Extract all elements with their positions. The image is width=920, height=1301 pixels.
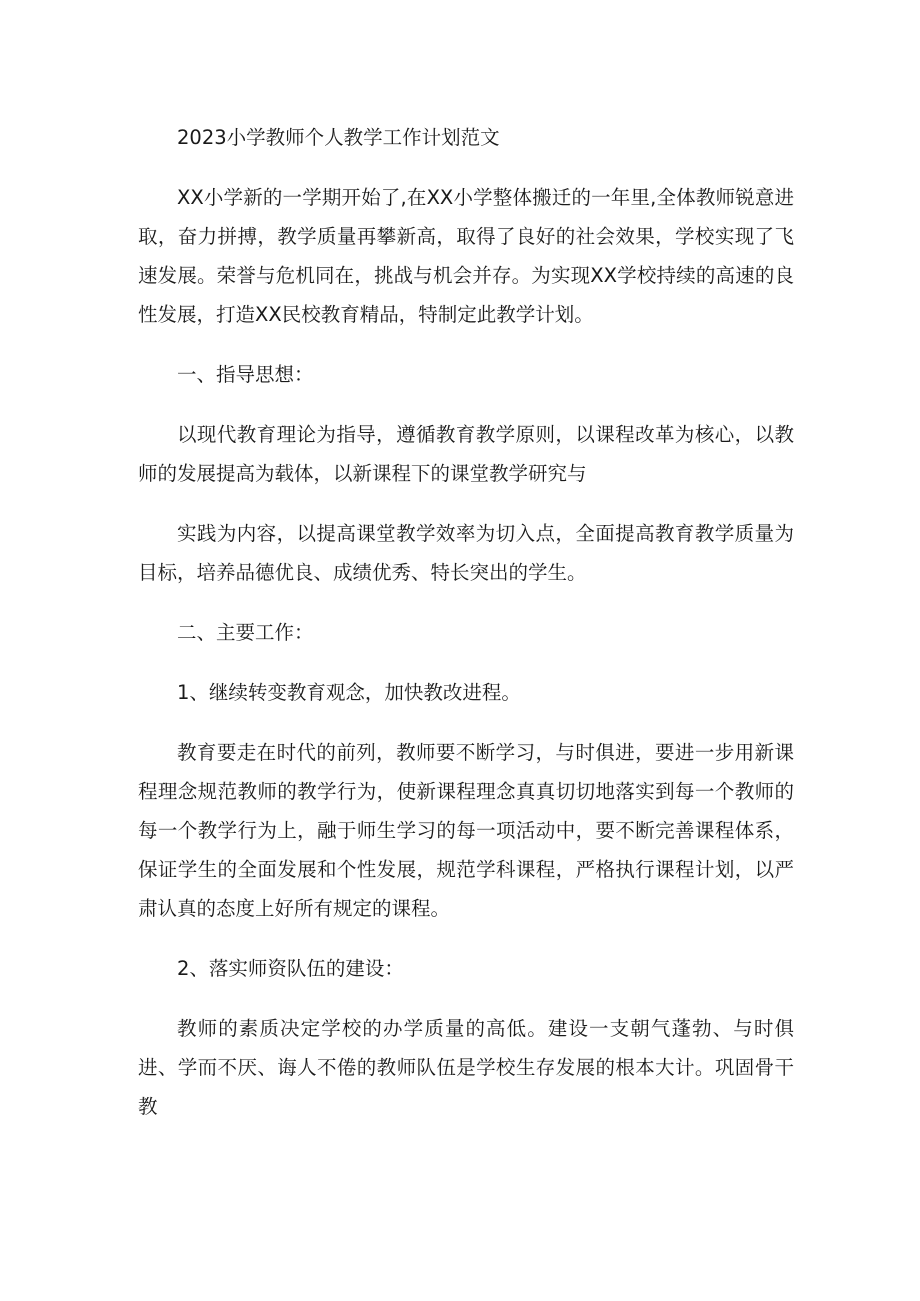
paragraph-teacher-team: 教师的素质决定学校的办学质量的高低。建设一支朝气蓬勃、与时俱进、学而不厌、诲人不倦的教师队伍是学校生存发展的根本大计。巩固骨干教 <box>138 1017 794 1118</box>
document-body <box>138 118 794 1147</box>
paragraph-guiding-ideology: 以现代教育理论为指导，遵循教育教学原则，以课程改革为核心，以教师的发展提高为载体，以新课程下的课堂教学研究与 <box>138 423 794 485</box>
subheading-education-concepts: 1、继续转变教育观念，加快教改进程。 <box>177 681 521 704</box>
paragraph-guiding-ideology-cont: 实践为内容，以提高课堂教学效率为切入点，全面提高教育教学质量为目标，培养品德优良、成绩优秀、特长突出的学生。 <box>138 522 794 584</box>
document-title: 2023小学教师个人教学工作计划范文 <box>177 126 500 149</box>
subheading-teacher-team: 2、落实师资队伍的建设： <box>177 957 404 980</box>
paragraph-education-concepts: 教育要走在时代的前列，教师要不断学习，与时俱进，要进一步用新课程理念规范教师的教学行为，使新课程理念真真切切地落实到每一个教师的每一个教学行为上，融于师生学习的每一项活动中，要不断完善课程体系，保证学生的全面发展和个性发展，规范学科课程，严格执行课程计划，以严肃认真的态度上好所有规定的课程。 <box>138 741 794 920</box>
paragraph-intro: XX小学新的一学期开始了,在XX小学整体搬迁的一年里,全体教师锐意进取，奋力拼搏，教学质量再攀新高，取得了良好的社会效果，学校实现了飞速发展。荣誉与危机同在，挑战与机会并存。为实现XX学校持续的高速的良性发展，打造XX民校教育精品，特制定此教学计划。 <box>138 186 794 326</box>
section-heading-main-work: 二、主要工作： <box>177 621 314 644</box>
section-heading-guiding-ideology: 一、指导思想： <box>177 363 314 386</box>
